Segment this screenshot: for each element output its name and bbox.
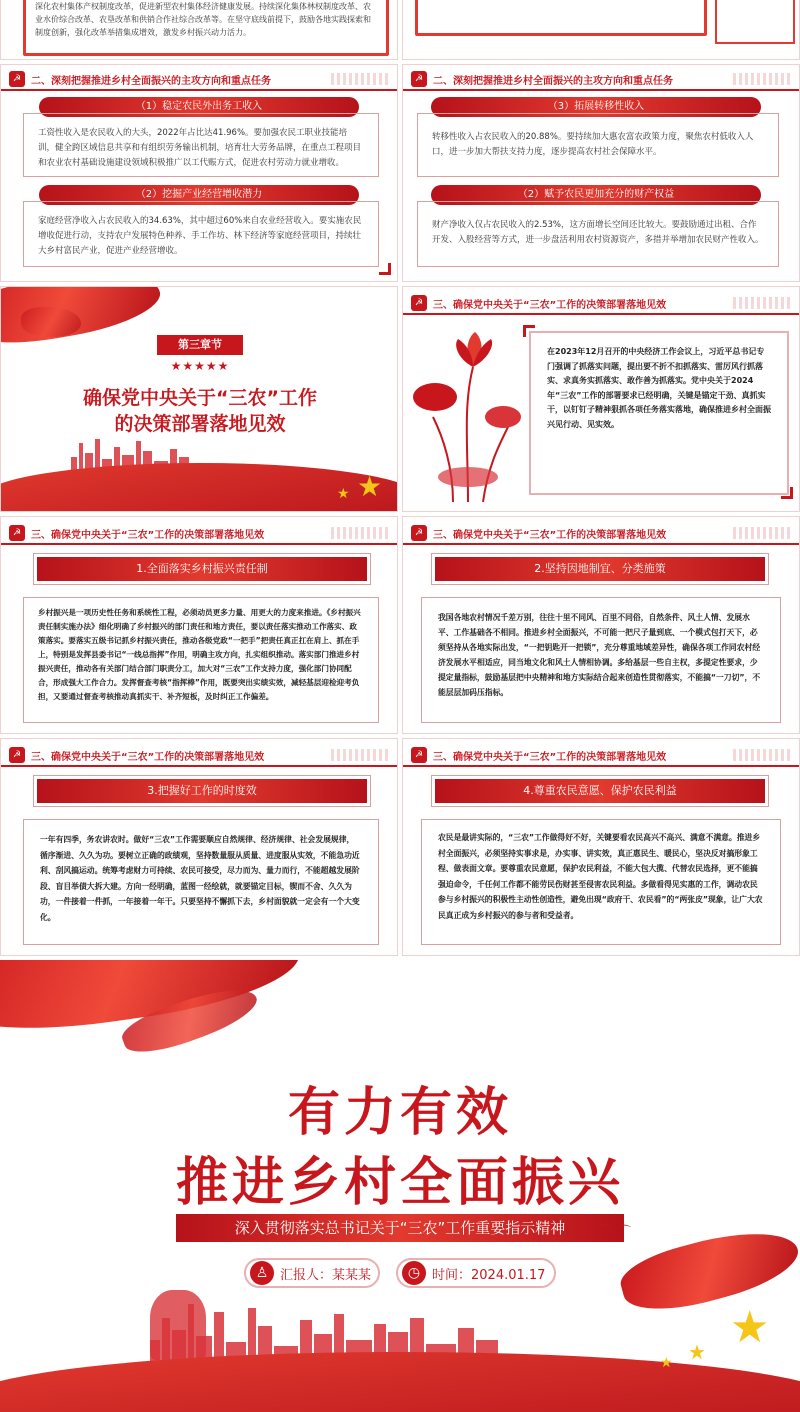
- topic-bar: 2.坚持因地制宜、分类施策: [435, 557, 765, 581]
- corner-decor: [781, 487, 793, 499]
- subtopic-text: 财产净收入仅占农民收入的2.53%，这方面增长空间还比较大。要鼓励通过出租、合作开发、入股经营等方式，进一步盘活利用农村资源资产，多措并举增加农民财产性收入。: [417, 201, 779, 267]
- slide-implementation-intro: [402, 286, 800, 512]
- topic-text: 农民是最讲实际的，“三农”工作做得好不好，关键要看农民高兴不高兴、满意不满意。推进乡村全面振兴，必须坚持实事求是，办实事、讲实效，真正惠民生、暖民心，坚决反对搞形象工程、做表面文章。要尊重农民意愿，保护农民利益，不能大包大揽、代替农民选择，更不能搞强迫命令，千任何工作都不能劳民伤财甚至侵害农民利益。多做看得见实惠的工作，调动农民参与乡村振兴的积极性主动性创造性，避免出现“政府干、农民看”的“两张皮”现象，让广大农民真正成为乡村振兴的参与者和受益者。: [421, 819, 781, 945]
- header-decor: [331, 749, 391, 761]
- topic-text: 乡村振兴是一项历史性任务和系统性工程，必须动员更多力量、用更大的力度来推进。《乡村振兴责任制实施办法》细化明确了乡村振兴的部门责任和地方责任，要以责任落实推动工作落实、政策落实。要落实五级书记抓乡村振兴责任，推动各级党政“一把手”把责任真正扛在肩上、抓在手上，特别是发挥县委书记“一线总指挥”作用，明确主攻方向，扎实组织推动。落实部门推进乡村振兴责任，推动各有关部门结合部门职责分工，加大对“三农”工作支持力度，强化部门协同配合，形成强大工作合力。发挥督查考核“指挥棒”作用，既要突出实绩实效，减轻基层迎检迎考负担，又要通过督查考核推动真抓实干、补齐短板，及时纠正工作偏差。: [23, 597, 379, 723]
- party-emblem-icon: ☭: [9, 747, 25, 763]
- section-header: [403, 293, 799, 315]
- section-header-text: 三、确保党中央关于“三农”工作的决策部署落地见效: [433, 529, 667, 541]
- lion-statue-decor: [150, 1290, 206, 1360]
- topic-bar-frame: [431, 775, 769, 807]
- section-header: [403, 69, 799, 91]
- chapter-title-line1: 确保党中央关于“三农”工作: [83, 387, 317, 409]
- section-header-text: 三、确保党中央关于“三农”工作的决策部署落地见效: [31, 529, 265, 541]
- slide-top-right-tail: [402, 0, 800, 60]
- reporter-label: 汇报人：某某某: [280, 1267, 372, 1283]
- slide-text: 深化农村集体产权制度改革，促进新型农村集体经济健康发展。持续深化集体林权制度改革、农业水价综合改革、农垦改革和供销合作社综合改革等。在坚守底线前提下，鼓励各地实践探索和制度创新，强化改革举措集成增效，激发乡村振兴动力活力。: [35, 2, 371, 37]
- doves-decor: ⌒ ⌒ ⌒: [580, 1225, 631, 1241]
- slide-timing: [0, 738, 398, 956]
- slide-responsibility: [0, 516, 398, 734]
- red-ribbon-decor: [615, 1218, 800, 1323]
- section-header: [403, 745, 799, 767]
- party-emblem-icon: ☭: [9, 71, 25, 87]
- subtopic-pill: （3）拓展转移性收入: [431, 97, 761, 117]
- section-header: [1, 745, 397, 767]
- gold-star-icon: ★: [337, 486, 350, 502]
- reporter-chip: [244, 1258, 380, 1288]
- time-chip: [396, 1258, 556, 1288]
- clock-icon: ◷: [402, 1261, 426, 1285]
- gold-star-icon: ★: [730, 1302, 770, 1353]
- topic-bar-frame: [33, 775, 371, 807]
- party-emblem-icon: ☭: [411, 71, 427, 87]
- red-ribbon-decor: [21, 307, 81, 337]
- slide-farmer-interests: [402, 738, 800, 956]
- party-emblem-icon: ☭: [9, 525, 25, 541]
- topic-bar: 1.全面落实乡村振兴责任制: [37, 557, 367, 581]
- header-decor: [733, 73, 793, 85]
- header-decor: [733, 749, 793, 761]
- slide-reform-tail: [0, 0, 398, 60]
- gold-star-icon: ★: [688, 1340, 706, 1364]
- person-icon: ♙: [250, 1261, 274, 1285]
- section-header: [403, 523, 799, 545]
- content-frame: [415, 0, 707, 36]
- slide-income-2: [402, 64, 800, 282]
- header-decor: [331, 73, 391, 85]
- header-decor: [733, 527, 793, 539]
- subtopic-pill: （2）挖掘产业经营增收潜力: [39, 185, 359, 205]
- chapter-badge: 第三章节: [157, 335, 243, 355]
- section-header-text: 三、确保党中央关于“三农”工作的决策部署落地见效: [433, 299, 667, 311]
- closing-title-line1: 有力有效: [287, 1083, 512, 1143]
- party-emblem-icon: ☭: [411, 295, 427, 311]
- section-header: [1, 69, 397, 91]
- subtopic-text: 转移性收入占农民收入的20.88%。要持续加大惠农富农政策力度，聚焦农村低收入人口，进一步加大帮扶支持力度，逐步提高农村社会保障水平。: [417, 113, 779, 177]
- topic-text: 一年有四季，务农讲农时。做好“三农”工作需要顺应自然规律、经济规律、社会发展规律，循序渐进、久久为功。要树立正确的政绩观，坚持数量服从质量、进度服从实效，不能急功近利、刮风搞运动。统筹考虑财力可持续、农民可接受，尽力而为、量力而行，不能超越发展阶段、盲目举债大拆大建。方向一经明确，蓝图一经绘就，就要锚定目标，锲而不舍、久久为功，一件接着一件抓，一年接着一年干。只要坚持不懈抓下去，乡村面貌就一定会有一个大变化。: [23, 819, 379, 945]
- section-header: [1, 523, 397, 545]
- chapter-title-line2: 的决策部署落地见效: [114, 413, 286, 435]
- topic-bar-frame: [33, 553, 371, 585]
- corner-decor: [523, 325, 535, 337]
- header-decor: [733, 297, 793, 309]
- subtopic-text: 工资性收入是农民收入的大头，2022年占比达41.96%。要加强农民工职业技能培训，健全跨区域信息共享和有组织劳务输出机制，培育壮大劳务品牌，在重点工程项目和农业农村基础设施建设领域积极推广以工代赈方式，促进农村劳动力就业增收。: [23, 113, 379, 177]
- corner-decor: [379, 263, 391, 275]
- red-wave-decor: [0, 1352, 800, 1412]
- closing-subtitle: 深入贯彻落实总书记关于“三农”工作重要指示精神: [176, 1214, 624, 1242]
- section-header-text: 三、确保党中央关于“三农”工作的决策部署落地见效: [433, 751, 667, 763]
- lotus-illustration: [413, 327, 523, 507]
- topic-text: 我国各地农村情况千差万别，往往十里不同风、百里不同俗，自然条件、风土人情、发展水平、工作基础各不相同。推进乡村全面振兴，不可能一把尺子量到底、一个模式包打天下，必须坚持从各地实际出发，“一把钥匙开一把锁”，充分尊重地域差异性，确保各项工作同农村经济发展水平相适应，同当地文化和风土人情相协调。多给基层一些自主权，多提定性要求，少提定量指标，鼓励基层把中央精神和地方实际结合起来创造性贯彻落实，不能搞“一刀切”，不能层层加码压指标。: [421, 597, 781, 723]
- section-header-text: 二、深刻把握推进乡村全面振兴的主攻方向和重点任务: [31, 75, 271, 87]
- subtopic-pill: （1）稳定农民外出务工收入: [39, 97, 359, 117]
- subtopic-text: 家庭经营净收入占农民收入的34.63%，其中超过60%来自农业经营收入。要实施农民增收促进行动，支持农户发展特色种养、手工作坊、林下经济等家庭经营项目，持续壮大乡村富民产业，促进产业经营增收。: [23, 201, 379, 267]
- party-emblem-icon: ☭: [411, 525, 427, 541]
- subtopic-pill: （2）赋予农民更加充分的财产权益: [431, 185, 761, 205]
- section-header-text: 二、深刻把握推进乡村全面振兴的主攻方向和重点任务: [433, 75, 673, 87]
- gold-star-icon: ★: [357, 470, 383, 503]
- intro-text: 在2023年12月召开的中央经济工作会议上，习近平总书记专门强调了抓落实问题，提出要不折不扣抓落实、雷厉风行抓落实、求真务实抓落实、敢作善为抓落实。党中央关于2024年“三农”工作的部署要求已经明确，关键是锚定干劲、真抓实干，以钉钉子精神狠抓各项任务落实落地，确保推进乡村全面振兴见行动、见实效。: [529, 331, 789, 495]
- slide-local-conditions: [402, 516, 800, 734]
- slide-income-1: [0, 64, 398, 282]
- topic-bar-frame: [431, 553, 769, 585]
- slide-chapter-three: [0, 286, 398, 512]
- party-emblem-icon: ☭: [411, 747, 427, 763]
- section-header-text: 三、确保党中央关于“三农”工作的决策部署落地见效: [31, 751, 265, 763]
- topic-bar: 4.尊重农民意愿、保护农民利益: [435, 779, 765, 803]
- star-row: ★★★★★: [170, 359, 230, 373]
- closing-title-line2: 推进乡村全面振兴: [175, 1153, 624, 1213]
- gold-star-icon: ★: [660, 1355, 673, 1371]
- topic-bar: 3.把握好工作的时度效: [37, 779, 367, 803]
- time-label: 时间：2024.01.17: [432, 1267, 546, 1283]
- header-decor: [331, 527, 391, 539]
- slide-closing-cover: [0, 960, 800, 1412]
- decor-block: [715, 0, 795, 44]
